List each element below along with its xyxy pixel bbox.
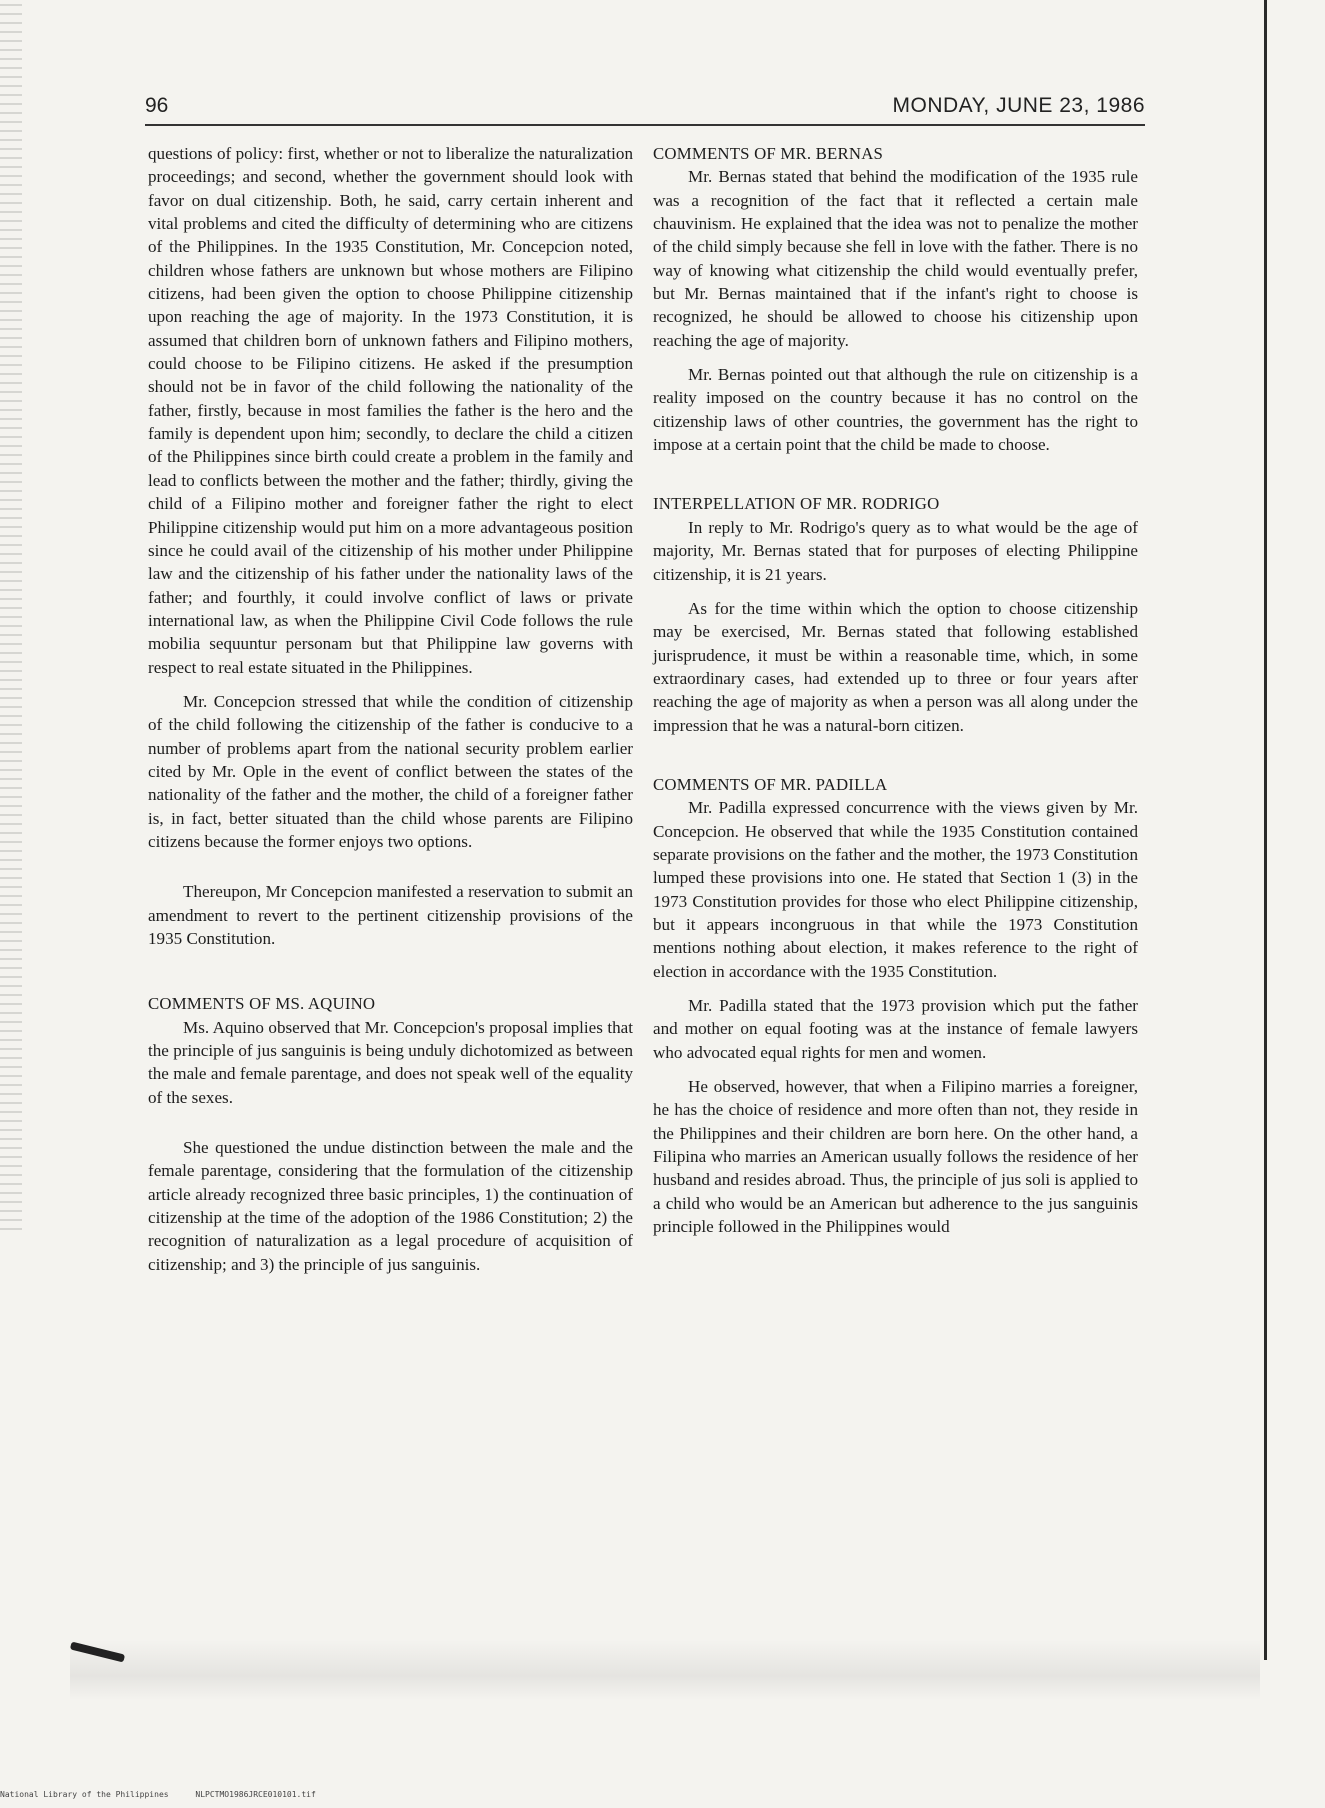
scan-footer xyxy=(0,1790,338,1799)
paragraph: Mr. Concepcion stressed that while the condition of citizenship of the child following the citizenship of the father is conducive to a number of problems apart from the national security problem earlier cited by Mr. Ople in the event of conflict between the states of the nationality of the father and the mother, the child of a foreigner father is, in fact, better situated than the child whose parents are Filipino citizens because the former enjoys two options. xyxy=(148,691,633,851)
scan-edge-speckle xyxy=(0,0,22,1230)
paragraph: Mr. Padilla expressed concurrence with the views given by Mr. Concepcion. He observed that while the 1935 Constitution contained separate provisions on the father and the mother, the 1973 Constitution lumped these provisions into one. He stated that Section 1 (3) in the 1973 Constitution provides for those who elect Philippine citizenship, but it appears incongruous in that while the 1973 Constitution mentions nothing about election, it makes reference to the right of election in accordance with the 1935 Constitution. xyxy=(653,798,1138,981)
page-number: 96 xyxy=(145,94,169,117)
section-heading: COMMENTS OF MR. BERNAS xyxy=(653,144,884,163)
paragraph: She questioned the undue distinction between the male and the female parentage, considering that the formulation of the citizenship article already recognized three basic principles, 1) the continuation of citizenship at the time of the adoption of the 1986 Constitution; 2) the recognition of naturalization as a legal procedure of acquisition of citizenship; and 3) the principle of jus sanguinis. xyxy=(148,1138,633,1274)
header-rule xyxy=(145,124,1145,126)
paragraph: questions of policy: first, whether or not to liberalize the naturalization proceedings; and second, whether the government should look with favor on dual citizenship. Both, he said, carry certain inherent and vital problems and cited the difficulty of determining who are citizens of the Philippines. In the 1935 Constitution, Mr. Concepcion noted, children whose fathers are unknown but whose mothers are Filipino citizens, had been given the option to choose Philippine citizenship upon reaching the age of majority. In the 1973 Constitution, it is assumed that children born of unknown fathers and Filipino mothers, could choose to be Filipino citizens. He asked if the presumption should not be in favor of the child following the nationality of the father, firstly, because in most families the father is the hero and the family is dependent upon him; secondly, to declare the child a citizen of the Philippines since birth could create a problem in the family and lead to conflicts between the mother and the father; thirdly, giving the child of a Filipino mother and foreigner father the right to elect Philippine citizenship would put him on a more advantageous position since he could avail of the citizenship of his mother under Philippine law and the citizenship of his father under the nationality laws of the father; and fourthly, it could involve conflict of laws or private international law, as when the Philippine Civil Code follows the rule mobilia sequuntur personam but that Philippine law governs with respect to real estate situated in the Philippines. xyxy=(148,144,633,677)
paragraph: In reply to Mr. Rodrigo's query as to what would be the age of majority, Mr. Bernas stated that for purposes of electing Philippine citizenship, it is 21 years. xyxy=(653,517,1138,584)
page-header xyxy=(145,92,1145,126)
scan-smudge xyxy=(70,1640,1260,1700)
paragraph: Ms. Aquino observed that Mr. Concepcion's proposal implies that the principle of jus sanguinis is being unduly dichotomized as between the male and female parentage, and does not speak well of the equality of the sexes. xyxy=(148,1017,633,1107)
section-heading: INTERPELLATION OF MR. RODRIGO xyxy=(653,494,940,514)
header-date: MONDAY, JUNE 23, 1986 xyxy=(892,94,1145,117)
paragraph: As for the time within which the option to choose citizenship may be exercised, Mr. Bernas stated that following established jurisprudence, it must be within a reasonable time, which, in some extraordinary cases, had extended up to three or four years after reaching the age of majority as when a person was all along under the impression that he was a natural-born citizen. xyxy=(653,598,1138,735)
paragraph: Mr. Bernas stated that behind the modification of the 1935 rule was a recognition of the fact that it reflected a certain male chauvinism. He explained that the idea was not to penalize the mother of the child simply because she fell in love with the father. There is no way of knowing what citizenship the child would eventually prefer, but Mr. Bernas maintained that if the infant's right to choose is recognized, he should be allowed to choose his citizenship upon reaching the age of majority. xyxy=(653,167,1138,350)
page-edge-shadow xyxy=(1264,0,1267,1660)
footer-file-id: NLPCTMO1986JRCE010101.tif xyxy=(195,1790,316,1799)
right-column xyxy=(653,142,1138,1238)
paragraph: Mr. Bernas pointed out that although the rule on citizenship is a reality imposed on the country because it has no control on the citizenship laws of other countries, the government has the right to impose at a certain point that the child be made to choose. xyxy=(653,365,1138,455)
paragraph: Mr. Padilla stated that the 1973 provision which put the father and mother on equal footing was at the instance of female lawyers who advocated equal rights for men and women. xyxy=(653,996,1138,1062)
footer-library: National Library of the Philippines xyxy=(0,1790,169,1799)
left-column xyxy=(148,142,633,1276)
paragraph: Thereupon, Mr Concepcion manifested a reservation to submit an amendment to revert to the pertinent citizenship provisions of the 1935 Constitution. xyxy=(148,882,633,948)
section-heading: COMMENTS OF MS. AQUINO xyxy=(148,994,376,1014)
paragraph: He observed, however, that when a Filipino marries a foreigner, he has the choice of residence and more often than not, they reside in the Philippines and their children are born here. On the other hand, a Filipina who marries an American usually follows the residence of her husband and resides abroad. Thus, the principle of jus soli is applied to a child who would be an American but adherence to the jus sanguinis principle followed in the Philippines would xyxy=(653,1077,1138,1237)
section-heading: COMMENTS OF MR. PADILLA xyxy=(653,774,888,794)
